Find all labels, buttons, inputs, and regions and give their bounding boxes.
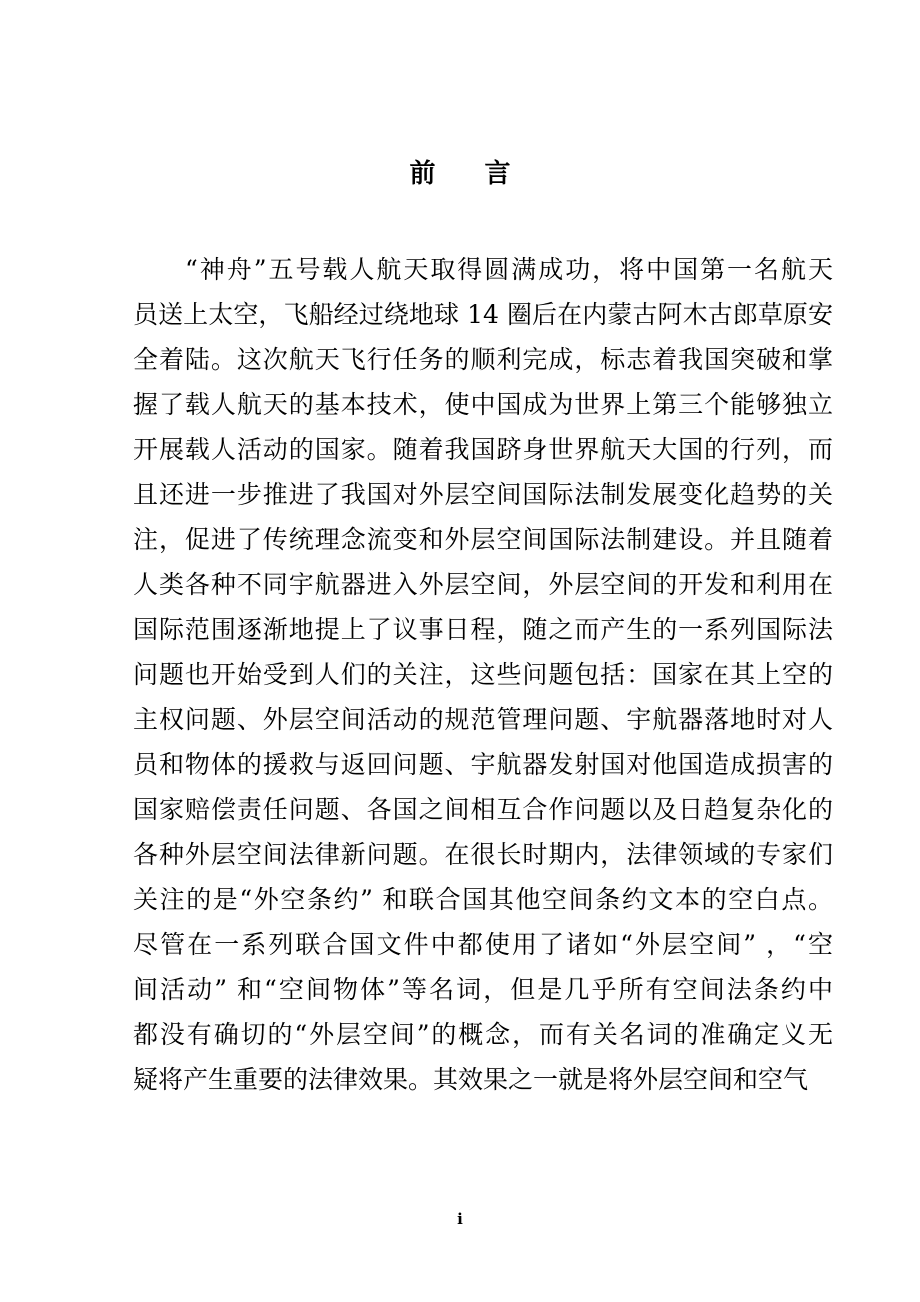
text-line: 开展载人活动的国家。随着我国跻身世界航天大国的行列，而 (133, 435, 833, 464)
text-line: 疑将产生重要的法律效果。其效果之一就是将外层空间和空气 (133, 1065, 809, 1094)
text-line: 注，促进了传统理念流变和外层空间国际法制建设。并且随着 (133, 525, 833, 554)
text-line: 且还进一步推进了我国对外层空间国际法制发展变化趋势的关 (133, 480, 833, 509)
text-line: 尽管在一系列联合国文件中都使用了诸如“外层空间” ，“空 (133, 930, 833, 959)
body-text (133, 250, 833, 1105)
text-line: 关注的是“外空条约” 和联合国其他空间条约文本的空白点。 (133, 885, 833, 914)
text-line: 问题也开始受到人们的关注，这些问题包括：国家在其上空的 (133, 660, 833, 689)
text-line: 都没有确切的“外层空间”的概念，而有关名词的准确定义无 (133, 1020, 833, 1049)
page-number: i (457, 1210, 463, 1228)
text-line: 员和物体的援救与返回问题、宇航器发射国对他国造成损害的 (133, 750, 833, 779)
text-line: 全着陆。这次航天飞行任务的顺利完成，标志着我国突破和掌 (133, 345, 833, 374)
text-line: 员送上太空，飞船经过绕地球 14 圈后在内蒙古阿木古郎草原安 (133, 300, 833, 329)
text-line: 主权问题、外层空间活动的规范管理问题、宇航器落地时对人 (133, 705, 833, 734)
text-line: 握了载人航天的基本技术，使中国成为世界上第三个能够独立 (133, 390, 833, 419)
text-line: 国家赔偿责任问题、各国之间相互合作问题以及日趋复杂化的 (133, 795, 833, 824)
page-title: 前 言 (409, 159, 531, 189)
text-line: 间活动” 和“空间物体”等名词，但是几乎所有空间法条约中 (133, 975, 833, 1004)
text-line: “神舟”五号载人航天取得圆满成功，将中国第一名航天 (185, 255, 833, 284)
text-line: 人类各种不同宇航器进入外层空间，外层空间的开发和利用在 (133, 570, 833, 599)
text-line: 国际范围逐渐地提上了议事日程，随之而产生的一系列国际法 (133, 615, 833, 644)
text-line: 各种外层空间法律新问题。在很长时期内，法律领域的专家们 (133, 840, 833, 869)
